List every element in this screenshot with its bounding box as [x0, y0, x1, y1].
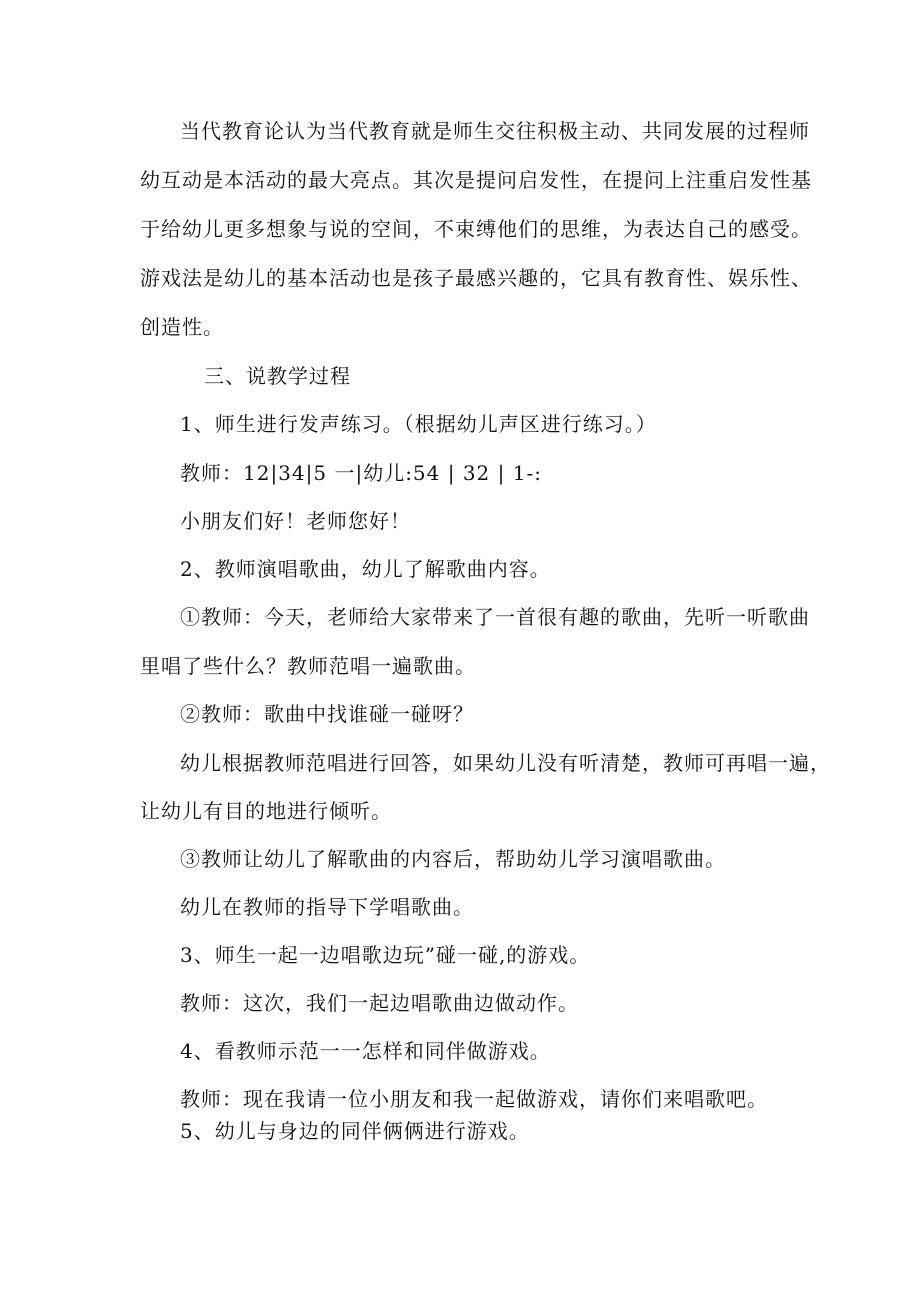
step-2-answer-line: 幼儿根据教师范唱进行回答，如果幼儿没有听清楚，教师可再唱一遍， [180, 751, 831, 775]
section-heading: 三、说教学过程 [204, 364, 351, 388]
step-5: 5、幼儿与身边的同伴俩俩进行游戏。 [180, 1119, 530, 1143]
step-4: 4、看教师示范一一怎样和同伴做游戏。 [180, 1039, 551, 1063]
step-3-teacher: 教师：这次，我们一起边唱歌曲边做动作。 [180, 991, 579, 1015]
paragraph-line: 幼互动是本活动的最大亮点。其次是提问启发性，在提问上注重启发性基 [140, 168, 812, 192]
paragraph-line: 于给幼儿更多想象与说的空间，不束缚他们的思维，为表达自己的感受。 [140, 217, 812, 241]
step-2-a-line: ①教师：今天，老师给大家带来了一首很有趣的歌曲，先听一听歌曲 [180, 605, 810, 629]
paragraph-line: 当代教育论认为当代教育就是师生交往积极主动、共同发展的过程师 [180, 119, 810, 143]
step-2-a-line: 里唱了些什么？教师范唱一遍歌曲。 [140, 654, 476, 678]
step-2: 2、教师演唱歌曲，幼儿了解歌曲内容。 [180, 557, 551, 581]
step-2-answer-line: 让幼儿有目的地进行倾听。 [140, 799, 392, 823]
step-2-learn: 幼儿在教师的指导下学唱歌曲。 [180, 895, 474, 919]
step-1: 1、师生进行发声练习。（根据幼儿声区进行练习。） [180, 412, 657, 436]
step-3: 3、师生一起一边唱歌边玩”碰一碰,的游戏。 [180, 943, 591, 967]
step-2-c: ③教师让幼儿了解歌曲的内容后，帮助幼儿学习演唱歌曲。 [180, 847, 726, 871]
paragraph-line: 创造性。 [140, 315, 224, 339]
step-1-notation: 教师：12|34|5 一|幼儿:54 | 32 | 1-: [180, 461, 542, 485]
paragraph-line: 游戏法是幼儿的基本活动也是孩子最感兴趣的，它具有教育性、娱乐性、 [140, 266, 812, 290]
step-2-b: ②教师：歌曲中找谁碰一碰呀？ [180, 702, 474, 726]
step-4-teacher: 教师：现在我请一位小朋友和我一起做游戏，请你们来唱歌吧。 [180, 1087, 768, 1111]
step-1-greeting: 小朋友们好！老师您好！ [180, 509, 411, 533]
